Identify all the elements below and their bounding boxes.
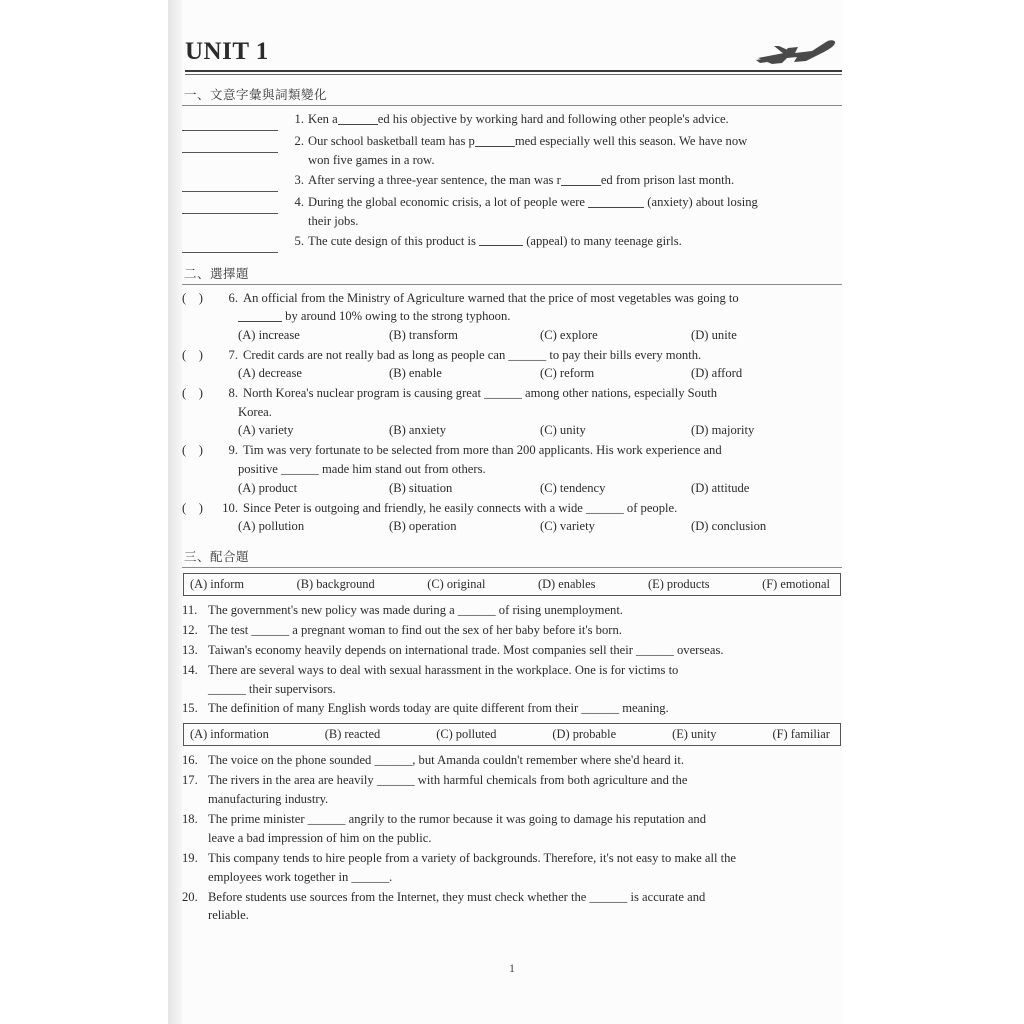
word-bank-option[interactable]: (C) polluted bbox=[436, 727, 497, 742]
item-text-line2: ______ their supervisors. bbox=[208, 681, 336, 696]
answer-blank-line[interactable] bbox=[182, 137, 278, 153]
item-text: During the global economic crisis, a lot of people were bbox=[308, 194, 585, 209]
item-number: 18. bbox=[182, 812, 198, 827]
option-b[interactable]: (B) operation bbox=[389, 519, 457, 534]
answer-paren[interactable]: ( ) bbox=[182, 443, 203, 458]
answer-blank-line[interactable] bbox=[182, 115, 278, 131]
page-title: UNIT 1 bbox=[185, 38, 269, 65]
matching-items-2 bbox=[182, 751, 842, 925]
item-text: The definition of many English words today are quite different from their ______ meaning. bbox=[208, 701, 669, 716]
item-text-line2: Korea. bbox=[238, 404, 272, 419]
option-c[interactable]: (C) reform bbox=[540, 366, 595, 381]
item-number: 19. bbox=[182, 850, 198, 865]
fill-in-blank[interactable] bbox=[479, 233, 523, 246]
section-2-items bbox=[182, 289, 842, 536]
item-hint: ed bbox=[377, 112, 390, 126]
item-text-tail: (anxiety) about losing bbox=[647, 194, 758, 209]
answer-blank-line[interactable] bbox=[182, 176, 278, 192]
word-hint-blank[interactable] bbox=[475, 134, 515, 147]
list-item bbox=[182, 888, 842, 907]
item-text-line2: by around 10% owing to the strong typhoon. bbox=[285, 309, 511, 324]
item-text: An official from the Ministry of Agriculture warned that the price of most vegetables was going to bbox=[243, 290, 739, 305]
fill-in-blank[interactable] bbox=[238, 309, 282, 322]
word-bank-option[interactable]: (F) familiar bbox=[772, 727, 830, 742]
item-number: 17. bbox=[182, 773, 198, 788]
airplane-icon bbox=[754, 34, 840, 73]
item-text-line2: their jobs. bbox=[308, 213, 359, 228]
item-number: 11. bbox=[182, 603, 198, 618]
list-item bbox=[182, 621, 842, 640]
item-hint: med bbox=[514, 134, 537, 148]
item-number: 20. bbox=[182, 889, 198, 904]
option-a[interactable]: (A) increase bbox=[238, 327, 300, 342]
word-bank-option[interactable]: (D) probable bbox=[552, 727, 617, 742]
answer-paren[interactable]: ( ) bbox=[182, 386, 203, 401]
answer-paren[interactable]: ( ) bbox=[182, 500, 203, 515]
option-a[interactable]: (A) variety bbox=[238, 423, 294, 438]
item-text: The test ______ a pregnant woman to find out the sex of her baby before it's born. bbox=[208, 622, 622, 637]
answer-blank-line[interactable] bbox=[182, 198, 278, 214]
item-text-line2: manufacturing industry. bbox=[208, 792, 329, 807]
word-bank-option[interactable]: (B) background bbox=[296, 577, 375, 592]
item-text-line2: employees work together in ______. bbox=[208, 869, 393, 884]
option-b[interactable]: (B) anxiety bbox=[389, 423, 447, 438]
list-item bbox=[182, 699, 842, 718]
option-b[interactable]: (B) situation bbox=[389, 480, 453, 495]
item-text: Since Peter is outgoing and friendly, he easily connects with a wide ______ of people. bbox=[243, 500, 678, 515]
item-text: Our school basketball team has p bbox=[308, 134, 475, 148]
list-item bbox=[182, 232, 842, 253]
item-number: 16. bbox=[182, 753, 198, 768]
word-bank-option[interactable]: (B) reacted bbox=[324, 727, 381, 742]
option-d[interactable]: (D) unite bbox=[691, 327, 737, 342]
section-divider-2 bbox=[182, 284, 842, 285]
word-bank-2 bbox=[183, 723, 841, 746]
item-hint: ed bbox=[600, 172, 613, 187]
word-bank-option[interactable]: (E) products bbox=[648, 577, 710, 592]
list-item bbox=[182, 810, 842, 829]
option-row bbox=[182, 479, 842, 498]
option-c[interactable]: (C) unity bbox=[540, 423, 586, 438]
list-item bbox=[182, 110, 842, 131]
answer-paren[interactable]: ( ) bbox=[182, 290, 203, 305]
option-c[interactable]: (C) variety bbox=[540, 519, 595, 534]
item-text: This company tends to hire people from a variety of backgrounds. Therefore, it's not easy to make all the bbox=[208, 850, 737, 865]
item-number: 5. bbox=[294, 233, 304, 248]
section-divider-1 bbox=[182, 105, 842, 106]
item-number: 14. bbox=[182, 662, 198, 677]
item-number: 3. bbox=[294, 172, 304, 187]
item-text-line2: reliable. bbox=[208, 908, 249, 923]
item-text-line2: positive ______ made him stand out from others. bbox=[238, 461, 486, 476]
option-d[interactable]: (D) conclusion bbox=[691, 519, 767, 534]
item-number: 8. bbox=[228, 386, 238, 401]
matching-items-1 bbox=[182, 601, 842, 718]
item-text: The voice on the phone sounded ______, but Amanda couldn't remember where she'd heard it. bbox=[208, 753, 684, 768]
list-item bbox=[182, 384, 842, 403]
word-bank-option[interactable]: (A) inform bbox=[190, 577, 245, 592]
item-text: North Korea's nuclear program is causing great ______ among other nations, especially South bbox=[243, 386, 718, 401]
list-item bbox=[182, 751, 842, 770]
item-number: 6. bbox=[228, 290, 238, 305]
item-text: Taiwan's economy heavily depends on international trade. Most companies sell their ______ overseas. bbox=[208, 642, 724, 657]
list-item bbox=[182, 499, 842, 518]
item-text: There are several ways to deal with sexual harassment in the workplace. One is for victims to bbox=[208, 662, 679, 677]
fill-in-blank[interactable] bbox=[588, 195, 644, 208]
word-hint-blank[interactable] bbox=[338, 112, 378, 125]
item-number: 10. bbox=[222, 500, 238, 515]
answer-paren[interactable]: ( ) bbox=[182, 347, 203, 362]
option-row bbox=[182, 421, 842, 440]
list-item bbox=[182, 641, 842, 660]
option-a[interactable]: (A) decrease bbox=[238, 366, 302, 381]
word-bank-option[interactable]: (A) information bbox=[190, 727, 269, 742]
section-heading-1: 一、文意字彙與詞類變化 bbox=[184, 87, 328, 102]
item-text: Ken a bbox=[308, 112, 338, 126]
page-header bbox=[185, 34, 842, 74]
item-text: The government's new policy was made during a ______ of rising unemployment. bbox=[208, 603, 623, 618]
section-heading-2: 二、選擇題 bbox=[184, 265, 250, 281]
option-c[interactable]: (C) tendency bbox=[540, 480, 606, 495]
option-row bbox=[182, 326, 842, 345]
list-item bbox=[182, 441, 842, 460]
option-c[interactable]: (C) explore bbox=[540, 327, 598, 342]
item-text-line2: won five games in a row. bbox=[308, 152, 435, 167]
title-divider bbox=[185, 70, 842, 72]
option-a[interactable]: (A) product bbox=[238, 480, 298, 495]
option-d[interactable]: (D) afford bbox=[691, 366, 743, 381]
item-number: 13. bbox=[182, 642, 198, 657]
item-number: 15. bbox=[182, 701, 198, 716]
item-text-tail: especially well this season. We have now bbox=[539, 134, 748, 148]
list-item bbox=[182, 132, 842, 170]
list-item bbox=[182, 601, 842, 620]
item-text: The cute design of this product is bbox=[308, 233, 476, 248]
word-bank-option[interactable]: (E) unity bbox=[672, 727, 717, 742]
option-a[interactable]: (A) pollution bbox=[238, 519, 305, 534]
item-text: Credit cards are not really bad as long as people can ______ to pay their bills every month. bbox=[243, 347, 702, 362]
word-bank-1 bbox=[183, 573, 841, 596]
list-item bbox=[182, 661, 842, 680]
list-item bbox=[182, 346, 842, 365]
item-number: 7. bbox=[228, 347, 238, 362]
item-text-tail: from prison last month. bbox=[615, 172, 735, 187]
option-b[interactable]: (B) transform bbox=[389, 327, 458, 342]
list-item bbox=[182, 849, 842, 868]
worksheet-content bbox=[182, 34, 842, 994]
item-text: Before students use sources from the Internet, they must check whether the ______ is accurate and bbox=[208, 889, 706, 904]
list-item bbox=[182, 193, 842, 231]
section-divider-3 bbox=[182, 567, 842, 568]
title-divider-secondary bbox=[185, 74, 842, 75]
option-row bbox=[182, 517, 842, 536]
item-text: The prime minister ______ angrily to the rumor because it was going to damage his reputation and bbox=[208, 812, 707, 827]
list-item bbox=[182, 771, 842, 790]
word-hint-blank[interactable] bbox=[561, 173, 601, 186]
option-d[interactable]: (D) majority bbox=[691, 423, 755, 438]
word-bank-option[interactable]: (D) enables bbox=[537, 577, 596, 592]
item-text: After serving a three-year sentence, the man was r bbox=[308, 172, 561, 187]
answer-blank-line[interactable] bbox=[182, 237, 278, 253]
section-heading-3: 三、配合題 bbox=[184, 549, 250, 565]
list-item bbox=[182, 171, 842, 192]
item-number: 12. bbox=[182, 622, 198, 637]
option-d[interactable]: (D) attitude bbox=[691, 480, 750, 495]
option-b[interactable]: (B) enable bbox=[389, 366, 442, 381]
page-number: 1 bbox=[509, 961, 515, 975]
option-row bbox=[182, 364, 842, 383]
scan-edge-shadow bbox=[168, 0, 182, 1024]
word-bank-option[interactable]: (C) original bbox=[427, 577, 486, 592]
item-number: 9. bbox=[228, 443, 238, 458]
item-text: Tim was very fortunate to be selected from more than 200 applicants. His work experience and bbox=[243, 443, 722, 458]
item-text-line2: leave a bad impression of him on the public. bbox=[208, 830, 432, 845]
item-text: The rivers in the area are heavily ______ with harmful chemicals from both agriculture and the bbox=[208, 773, 688, 788]
item-text-tail: (appeal) to many teenage girls. bbox=[526, 233, 682, 248]
item-number: 1. bbox=[294, 112, 304, 126]
section-1-items bbox=[182, 110, 842, 253]
item-text-tail: his objective by working hard and following other people's advice. bbox=[392, 112, 729, 126]
item-number: 2. bbox=[294, 134, 304, 148]
item-number: 4. bbox=[294, 194, 304, 209]
word-bank-option[interactable]: (F) emotional bbox=[762, 577, 830, 592]
list-item bbox=[182, 289, 842, 308]
